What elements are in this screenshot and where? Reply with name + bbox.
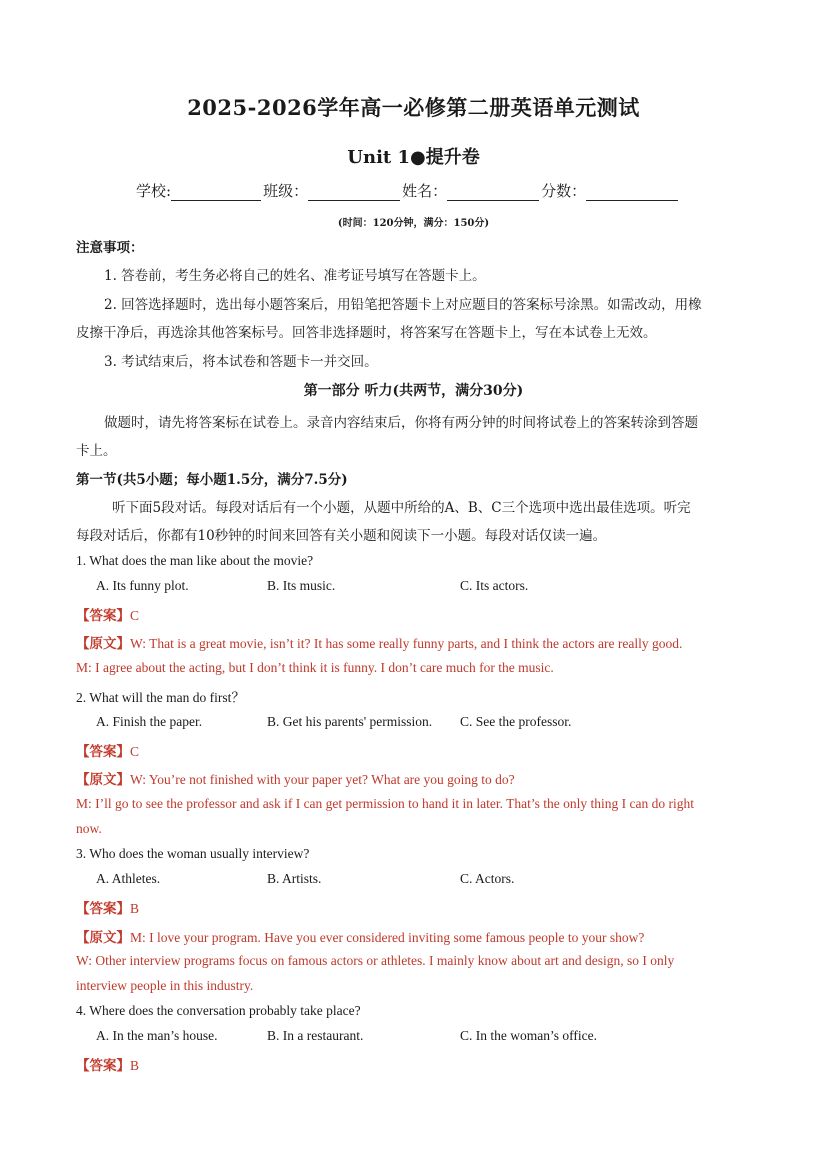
notes-heading: 注意事项： [76, 240, 144, 256]
answer-label: 【答案】 [76, 901, 130, 917]
transcript-line: W: You’re not finished with your paper yet? What are you going to do? [130, 772, 515, 787]
transcript-label: 【原文】 [76, 636, 130, 652]
question-2-transcript [76, 768, 515, 788]
question-4-answer [76, 1054, 139, 1074]
name-blank[interactable] [447, 184, 539, 201]
section1-intro-cont: 每段对话后，你都有10秒钟的时间来回答有关小题和阅读下一小题。每段对话仅读一遍。 [76, 528, 607, 544]
exam-meta: (时间：120分钟，满分：150分) [337, 218, 490, 229]
score-label: 分数： [541, 182, 587, 200]
question-4-stem: 4. Where does the conversation probably take place? [76, 1003, 361, 1018]
question-3-stem: 3. Who does the woman usually interview? [76, 846, 310, 861]
question-3-transcript-cont: W: Other interview programs focus on famous actors or athletes. I mainly know about art and design, so I only [76, 953, 675, 968]
answer-label: 【答案】 [76, 608, 130, 624]
section1-heading: 第一节(共5小题；每小题1.5分，满分7.5分) [76, 472, 348, 488]
answer-value: B [130, 901, 140, 916]
score-blank[interactable] [586, 184, 678, 201]
question-1-option-b: B. Its music. [267, 578, 336, 593]
question-4-option-b: B. In a restaurant. [267, 1028, 364, 1043]
question-2-answer [76, 740, 139, 760]
question-2-option-a: A. Finish the paper. [96, 714, 203, 729]
transcript-line: M: I love your program. Have you ever considered inviting some famous people to your show? [130, 930, 645, 945]
question-4-option-c: C. In the woman’s office. [460, 1028, 597, 1043]
transcript-label: 【原文】 [76, 930, 130, 946]
question-1-transcript [76, 632, 682, 652]
part1-intro: 做题时，请先将答案标在试卷上。录音内容结束后，你将有两分钟的时间将试卷上的答案转涂到答题 [104, 415, 698, 431]
class-label: 班级： [263, 182, 309, 200]
question-3-option-b: B. Artists. [267, 871, 322, 886]
answer-value: C [130, 744, 140, 759]
note-item-2-cont: 皮擦干净后，再选涂其他答案标号。回答非选择题时，将答案写在答题卡上，写在本试卷上无效。 [76, 325, 657, 341]
question-1-answer [76, 604, 139, 624]
name-label: 姓名： [402, 182, 448, 200]
question-3-option-c: C. Actors. [460, 871, 515, 886]
question-2-option-b: B. Get his parents' permission. [267, 714, 433, 729]
transcript-label: 【原文】 [76, 772, 130, 788]
part1-heading: 第一部分 听力(共两节，满分30分) [303, 383, 524, 399]
question-2-transcript-cont-2: now. [76, 821, 102, 836]
note-item-2: 2. 回答选择题时，选出每小题答案后，用铅笔把答题卡上对应题目的答案标号涂黑。如需改动，用橡 [104, 297, 702, 313]
question-1-option-c: C. Its actors. [460, 578, 529, 593]
question-1-stem: 1. What does the man like about the movie? [76, 553, 314, 568]
question-3-option-a: A. Athletes. [96, 871, 161, 886]
page-title: 2025-2026学年高一必修第二册英语单元测试 [187, 95, 640, 120]
transcript-line: W: That is a great movie, isn’t it? It has some really funny parts, and I think the actors are really good. [130, 636, 683, 651]
section1-intro: 听下面5段对话。每段对话后有一个小题，从题中所给的A、B、C三个选项中选出最佳选项。听完 [112, 500, 691, 516]
answer-value: C [130, 608, 140, 623]
note-item-3: 3. 考试结束后，将本试卷和答题卡一并交回。 [104, 354, 378, 370]
question-2-stem: 2. What will the man do first？ [76, 690, 245, 705]
question-3-answer [76, 897, 139, 917]
question-3-transcript-cont-2: interview people in this industry. [76, 978, 254, 993]
answer-label: 【答案】 [76, 1058, 130, 1074]
note-item-1: 1. 答卷前，考生务必将自己的姓名、准考证号填写在答题卡上。 [104, 268, 486, 284]
question-4-option-a: A. In the man’s house. [96, 1028, 218, 1043]
question-2-option-c: C. See the professor. [460, 714, 572, 729]
question-1-transcript-cont: M: I agree about the acting, but I don’t think it is funny. I don’t care much for the music. [76, 660, 554, 675]
student-info-row [136, 180, 680, 201]
unit-subtitle: Unit 1●提升卷 [347, 147, 480, 168]
answer-value: B [130, 1058, 140, 1073]
question-2-transcript-cont: M: I’ll go to see the professor and ask if I can get permission to hand it in later. That’s the only thing I can do right [76, 796, 694, 811]
school-blank[interactable] [171, 184, 261, 201]
part1-intro-cont: 卡上。 [76, 443, 117, 459]
school-label: 学校: [136, 182, 172, 200]
answer-label: 【答案】 [76, 744, 130, 760]
class-blank[interactable] [308, 184, 400, 201]
question-3-transcript [76, 926, 644, 946]
question-1-option-a: A. Its funny plot. [96, 578, 189, 593]
